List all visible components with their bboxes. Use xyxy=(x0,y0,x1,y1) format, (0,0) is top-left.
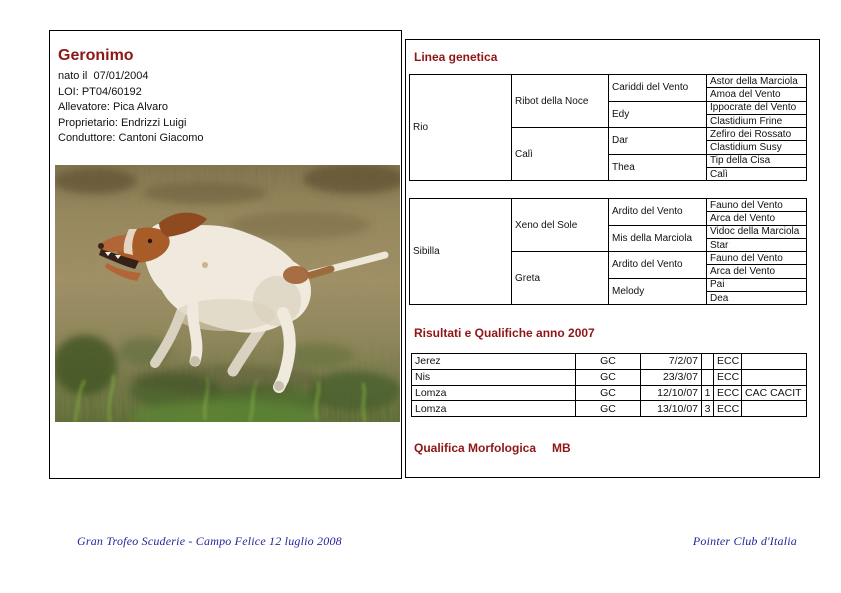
result-place: 1 xyxy=(702,385,714,401)
result-class: GC xyxy=(576,385,641,401)
pedigree-cell: Clastidium Frine xyxy=(707,114,807,127)
pedigree-cell: Ardito del Vento xyxy=(609,199,707,226)
dog-photo xyxy=(55,165,400,422)
result-qualification: ECC xyxy=(714,369,742,385)
result-row xyxy=(412,369,807,385)
pedigree-cell: Star xyxy=(707,238,807,251)
dog-info-block xyxy=(58,69,204,147)
pedigree-cell: Cariddi del Vento xyxy=(609,75,707,102)
dog-loi-number: LOI: PT04/60192 xyxy=(58,85,142,98)
pedigree-table-dam xyxy=(409,198,807,305)
pedigree-cell: Dar xyxy=(609,128,707,155)
pedigree-cell: Dea xyxy=(707,292,807,305)
results-table xyxy=(411,353,807,417)
result-class: GC xyxy=(576,369,641,385)
result-event: Lomza xyxy=(412,385,576,401)
footer-event-title: Gran Trofeo Scuderie - Campo Felice 12 luglio 2008 xyxy=(77,534,342,548)
morph-label: Qualifica Morfologica xyxy=(414,441,537,455)
pedigree-cell: Rio xyxy=(410,75,512,181)
pedigree-cell: Melody xyxy=(609,278,707,305)
pedigree-cell: Xeno del Sole xyxy=(512,199,609,252)
dog-owner: Proprietario: Endrizzi Luigi xyxy=(58,116,187,129)
pedigree-cell: Tip della Cisa xyxy=(707,154,807,167)
pedigree-cell: Pai xyxy=(707,278,807,291)
dog-name: Geronimo xyxy=(58,47,134,64)
result-qualification: ECC xyxy=(714,354,742,370)
result-place xyxy=(702,354,714,370)
pedigree-cell: Zefiro dei Rossato xyxy=(707,128,807,141)
result-place xyxy=(702,369,714,385)
pedigree-cell: Thea xyxy=(609,154,707,181)
morphological-qualification xyxy=(414,441,571,455)
pedigree-cell: Mis della Marciola xyxy=(609,225,707,252)
morph-value: MB xyxy=(552,441,571,455)
result-row xyxy=(412,385,807,401)
pedigree-cell: Ippocrate del Vento xyxy=(707,101,807,114)
result-notes xyxy=(742,369,807,385)
result-place: 3 xyxy=(702,401,714,417)
result-qualification: ECC xyxy=(714,385,742,401)
pedigree-table-sire xyxy=(409,74,807,181)
pedigree-cell: Arca del Vento xyxy=(707,212,807,225)
pedigree-cell: Arca del Vento xyxy=(707,265,807,278)
dog-breeder: Allevatore: Pica Alvaro xyxy=(58,101,169,113)
result-class: GC xyxy=(576,354,641,370)
section-title-linea-genetica: Linea genetica xyxy=(414,50,498,64)
section-title-risultati: Risultati e Qualifiche anno 2007 xyxy=(414,326,595,340)
result-qualification: ECC xyxy=(714,401,742,417)
result-date: 23/3/07 xyxy=(641,369,702,385)
result-class: GC xyxy=(576,401,641,417)
dog-photo-illustration xyxy=(55,165,400,422)
pedigree-cell: Ribot della Noce xyxy=(512,75,609,128)
pedigree-cell: Fauno del Vento xyxy=(707,252,807,265)
result-notes xyxy=(742,401,807,417)
result-date: 13/10/07 xyxy=(641,401,702,417)
pedigree-cell: Ardito del Vento xyxy=(609,252,707,279)
footer-club-name: Pointer Club d'Italia xyxy=(692,534,797,548)
result-date: 12/10/07 xyxy=(641,385,702,401)
result-event: Jerez xyxy=(412,354,576,370)
result-date: 7/2/07 xyxy=(641,354,702,370)
result-row xyxy=(412,401,807,417)
pedigree-cell: Fauno del Vento xyxy=(707,199,807,212)
pedigree-cell: Edy xyxy=(609,101,707,128)
pedigree-panel xyxy=(405,39,820,478)
pedigree-cell: Astor della Marciola xyxy=(707,75,807,88)
pedigree-cell: Sibilla xyxy=(410,199,512,305)
pedigree-cell: Vidoc della Marciola xyxy=(707,225,807,238)
pedigree-cell: Clastidium Susy xyxy=(707,141,807,154)
result-notes xyxy=(742,354,807,370)
pedigree-cell: Calì xyxy=(707,168,807,181)
result-event: Nis xyxy=(412,369,576,385)
result-notes: CAC CACIT xyxy=(742,385,807,401)
pedigree-cell: Amoa del Vento xyxy=(707,88,807,101)
result-event: Lomza xyxy=(412,401,576,417)
pedigree-cell: Calì xyxy=(512,128,609,181)
result-row xyxy=(412,354,807,370)
pedigree-cell: Greta xyxy=(512,252,609,305)
dog-card xyxy=(49,30,402,479)
dog-birthdate: nato il 07/01/2004 xyxy=(58,70,149,82)
dog-handler: Conduttore: Cantoni Giacomo xyxy=(58,132,204,144)
